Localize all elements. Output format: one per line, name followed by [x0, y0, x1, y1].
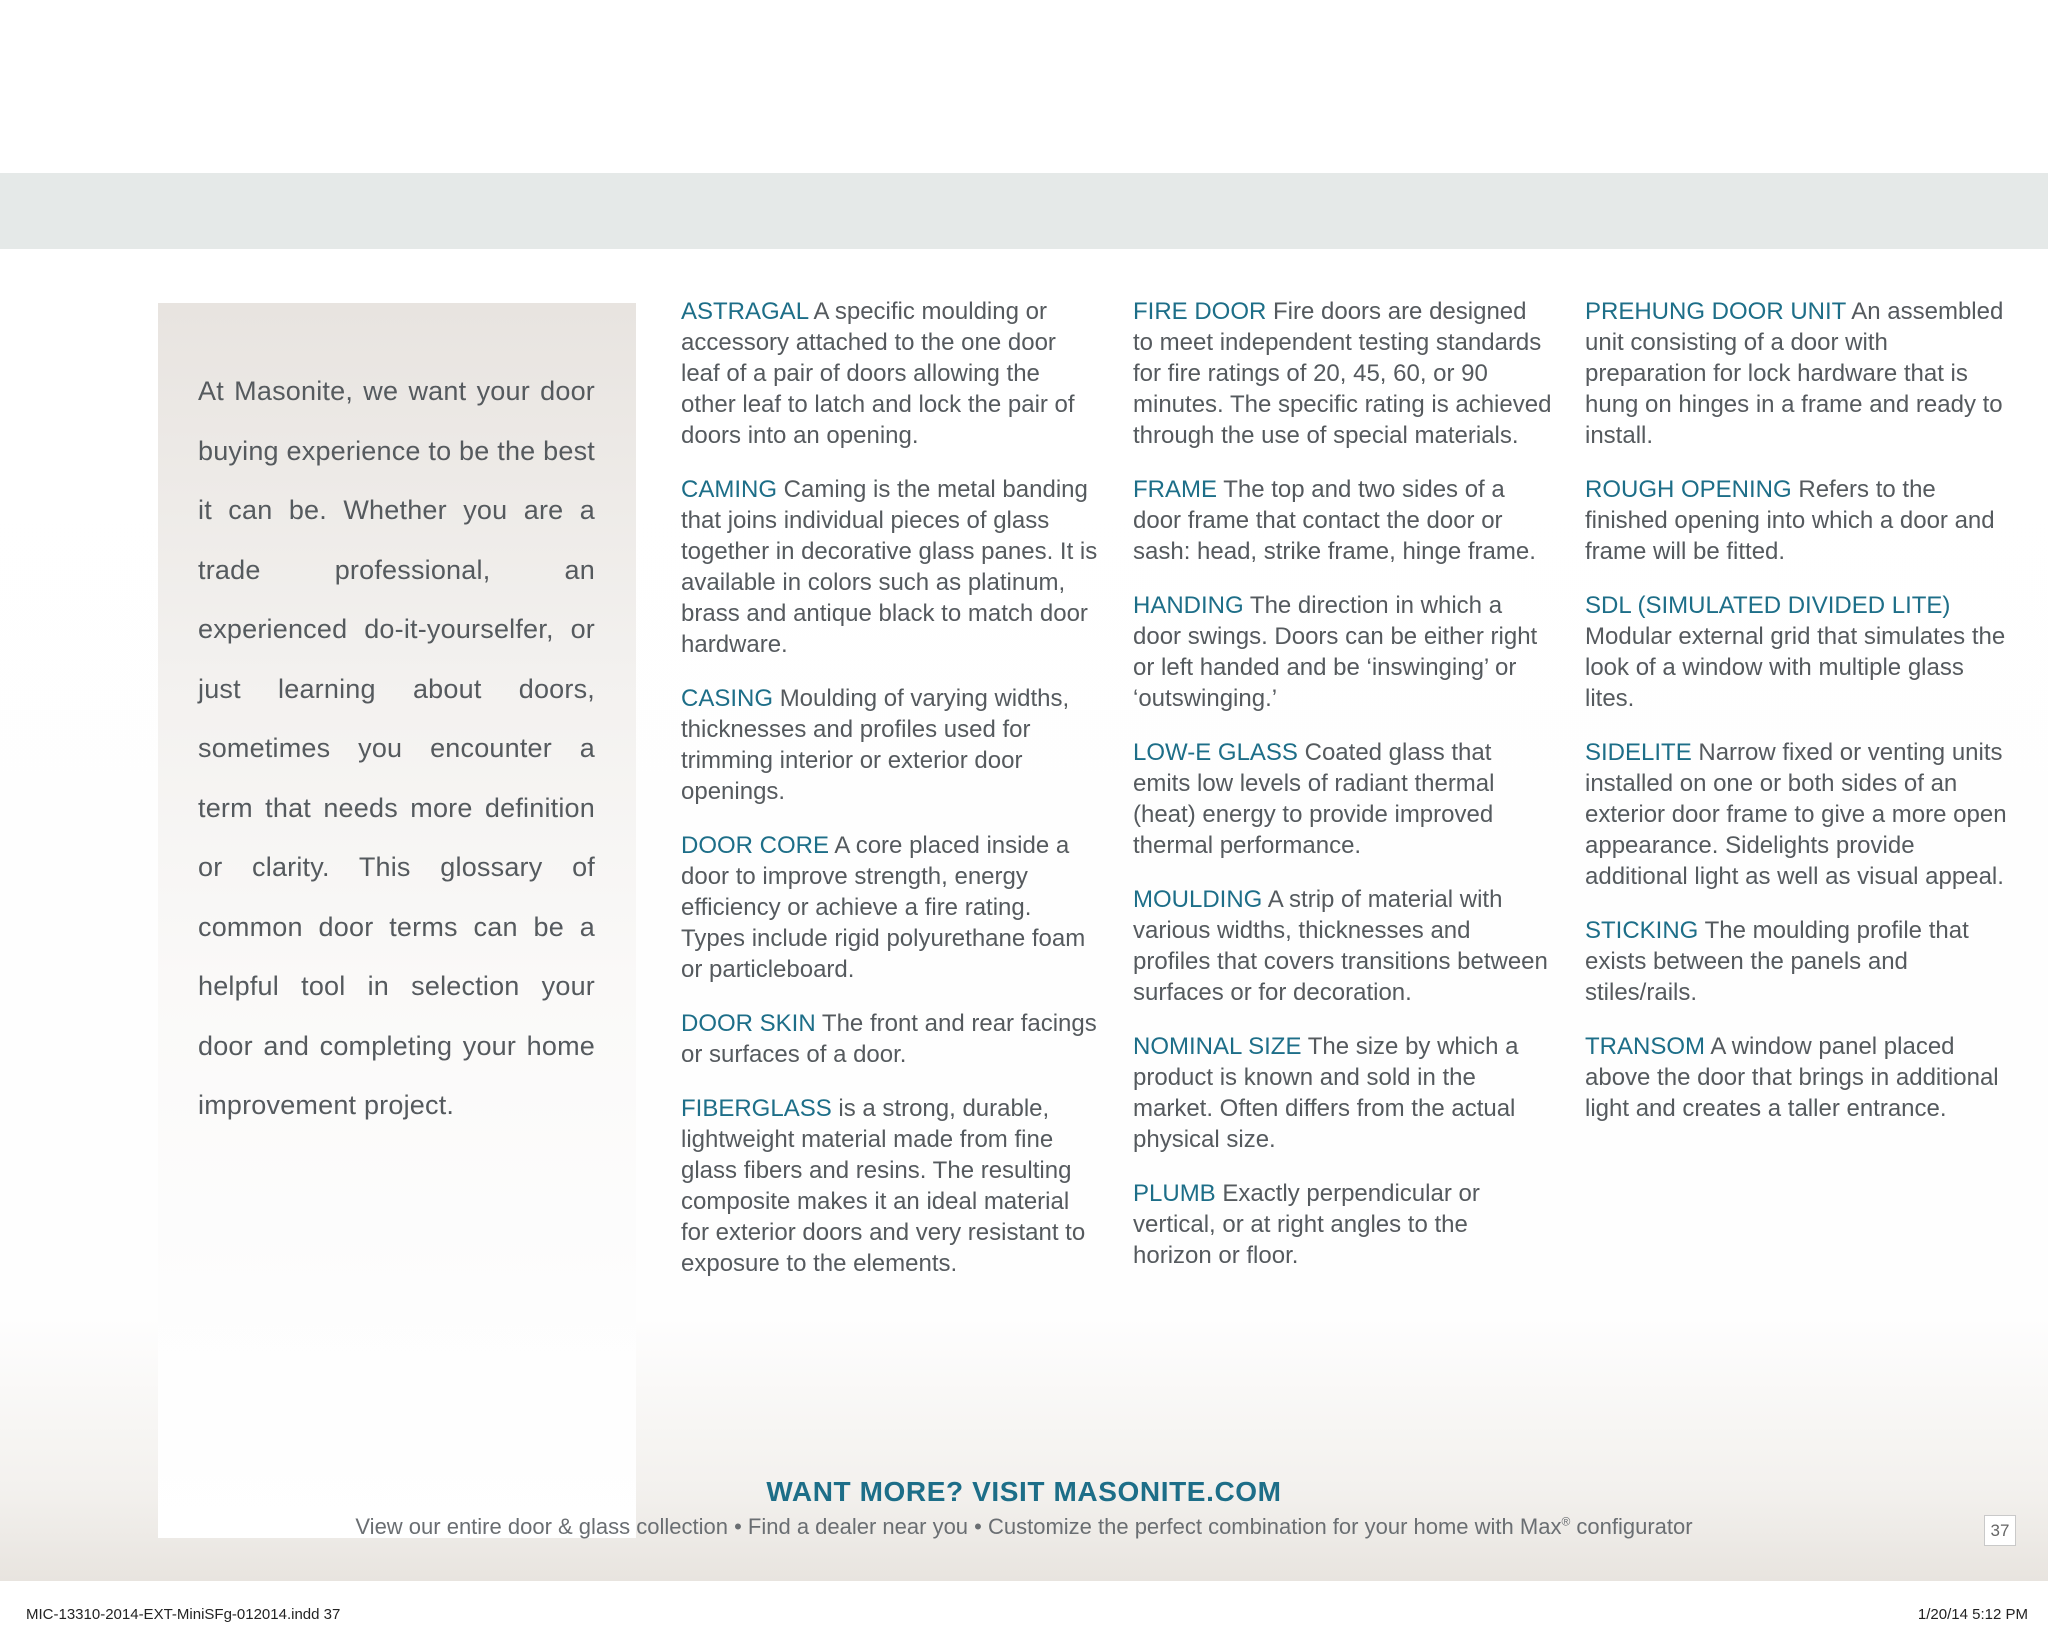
- glossary-definition: A window panel placed above the door that brings in additional light and creates a taller entrance.: [1585, 1033, 1999, 1122]
- glossary-entry: [1133, 884, 1553, 1008]
- glossary-entry: [1585, 474, 2015, 567]
- glossary-definition: Modular external grid that simulates the look of a window with multiple glass lites.: [1585, 623, 2006, 712]
- glossary-term: CAMING: [681, 476, 777, 503]
- glossary-entry: [681, 1093, 1101, 1279]
- glossary-term: HANDING: [1133, 592, 1244, 619]
- glossary-term: PREHUNG DOOR UNIT: [1585, 298, 1846, 325]
- glossary-column-2: [1133, 296, 1553, 1294]
- header-band: [0, 173, 2048, 249]
- glossary-term: MOULDING: [1133, 886, 1263, 913]
- glossary-entry: [1585, 915, 2015, 1008]
- glossary-definition: Coated glass that emits low levels of radiant thermal (heat) energy to provide improved thermal performance.: [1133, 739, 1495, 859]
- glossary-definition: The moulding profile that exists between the panels and stiles/rails.: [1585, 917, 1969, 1006]
- glossary-term: SDL (SIMULATED DIVIDED LITE): [1585, 592, 1951, 619]
- glossary-entry: [1585, 296, 2015, 451]
- glossary-definition: A specific moulding or accessory attached to the one door leaf of a pair of doors allowing the other leaf to latch and lock the pair of doors into an opening.: [681, 298, 1075, 449]
- cta-title[interactable]: WANT MORE? VISIT MASONITE.COM: [766, 1476, 1282, 1507]
- glossary-term: FRAME: [1133, 476, 1217, 503]
- glossary-entry: [681, 830, 1101, 985]
- glossary-entry: [1585, 590, 2015, 714]
- glossary-definition: The top and two sides of a door frame that contact the door or sash: head, strike frame, hinge frame.: [1133, 476, 1536, 565]
- glossary-definition: Caming is the metal banding that joins individual pieces of glass together in decorative glass panes. It is available in colors such as platinum, brass and antique black to match door hardware.: [681, 476, 1098, 658]
- glossary-term: NOMINAL SIZE: [1133, 1033, 1302, 1060]
- glossary-definition: Refers to the finished opening into which a door and frame will be fitted.: [1585, 476, 1995, 565]
- glossary-entry: [681, 1008, 1101, 1070]
- glossary-column-3: [1585, 296, 2015, 1147]
- glossary-definition: Narrow fixed or venting units installed on one or both sides of an exterior door frame to give a more open appearance. Sidelights provide additional light as well as visual appeal.: [1585, 739, 2007, 890]
- glossary-entry: [681, 296, 1101, 451]
- glossary-definition: An assembled unit consisting of a door with preparation for lock hardware that is hung on hinges in a frame and ready to install.: [1585, 298, 2004, 449]
- glossary-entry: [1133, 737, 1553, 861]
- glossary-entry: [1133, 1031, 1553, 1155]
- print-slug-date: 1/20/14 5:12 PM: [1917, 1606, 2028, 1623]
- registered-mark: ®: [1561, 1514, 1571, 1529]
- glossary-term: LOW-E GLASS: [1133, 739, 1298, 766]
- glossary-term: TRANSOM: [1585, 1033, 1705, 1060]
- glossary-definition: Fire doors are designed to meet independent testing standards for fire ratings of 20, 45, 60, or 90 minutes. The specific rating is achieved through the use of special materials.: [1133, 298, 1552, 449]
- glossary-definition: The front and rear facings or surfaces of a door.: [681, 1010, 1097, 1068]
- intro-text: At Masonite, we want your door buying experience to be the best it can be. Whether you are a trade professional, an experienced do-it-yourselfer, or just learning about doors, sometimes you encounter a term that needs more definition or clarity. This glossary of common door terms can be a helpful tool in selection your door and completing your home improvement project.: [198, 376, 595, 1120]
- glossary-entry: [1133, 296, 1553, 451]
- glossary-term: SIDELITE: [1585, 739, 1692, 766]
- glossary-column-1: [681, 296, 1101, 1302]
- cta-text-end: configurator: [1570, 1514, 1693, 1539]
- glossary-term: STICKING: [1585, 917, 1699, 944]
- glossary-term: DOOR CORE: [681, 832, 830, 859]
- glossary-term: CASING: [681, 685, 774, 712]
- glossary-definition: The size by which a product is known and sold in the market. Often differs from the actual physical size.: [1133, 1033, 1519, 1153]
- glossary-definition: Exactly perpendicular or vertical, or at right angles to the horizon or floor.: [1133, 1180, 1480, 1269]
- glossary-definition: A strip of material with various widths, thicknesses and profiles that covers transitions between surfaces or for decoration.: [1133, 886, 1548, 1006]
- glossary-term: FIRE DOOR: [1133, 298, 1267, 325]
- glossary-entry: [1585, 737, 2015, 892]
- glossary-term: DOOR SKIN: [681, 1010, 816, 1037]
- glossary-entry: [1133, 590, 1553, 714]
- glossary-entry: [681, 474, 1101, 660]
- glossary-term: ASTRAGAL: [681, 298, 809, 325]
- glossary-entry: [681, 683, 1101, 807]
- print-slug-file: MIC-13310-2014-EXT-MiniSFg-012014.indd 37: [26, 1606, 341, 1623]
- cta-subline: [0, 1514, 2048, 1540]
- glossary-entry: [1585, 1031, 2015, 1124]
- glossary-definition: Moulding of varying widths, thicknesses and profiles used for trimming interior or exterior door openings.: [681, 685, 1070, 805]
- cta-text: View our entire door & glass collection • Find a dealer near you • Customize the perfect combination for your home with Max: [355, 1514, 1562, 1539]
- glossary-term: ROUGH OPENING: [1585, 476, 1792, 503]
- glossary-definition: is a strong, durable, lightweight material made from fine glass fibers and resins. The resulting composite makes it an ideal material for exterior doors and very resistant to exposure to the elements.: [681, 1095, 1086, 1277]
- glossary-entry: [1133, 1178, 1553, 1271]
- page-number: 37: [1984, 1515, 2016, 1546]
- glossary-definition: The direction in which a door swings. Doors can be either right or left handed and be ‘inswinging’ or ‘outswinging.’: [1133, 592, 1538, 712]
- glossary-entry: [1133, 474, 1553, 567]
- glossary-definition: A core placed inside a door to improve strength, energy efficiency or achieve a fire rating. Types include rigid polyurethane foam or particleboard.: [681, 832, 1086, 983]
- glossary-term: PLUMB: [1133, 1180, 1216, 1207]
- glossary-term: FIBERGLASS: [681, 1095, 832, 1122]
